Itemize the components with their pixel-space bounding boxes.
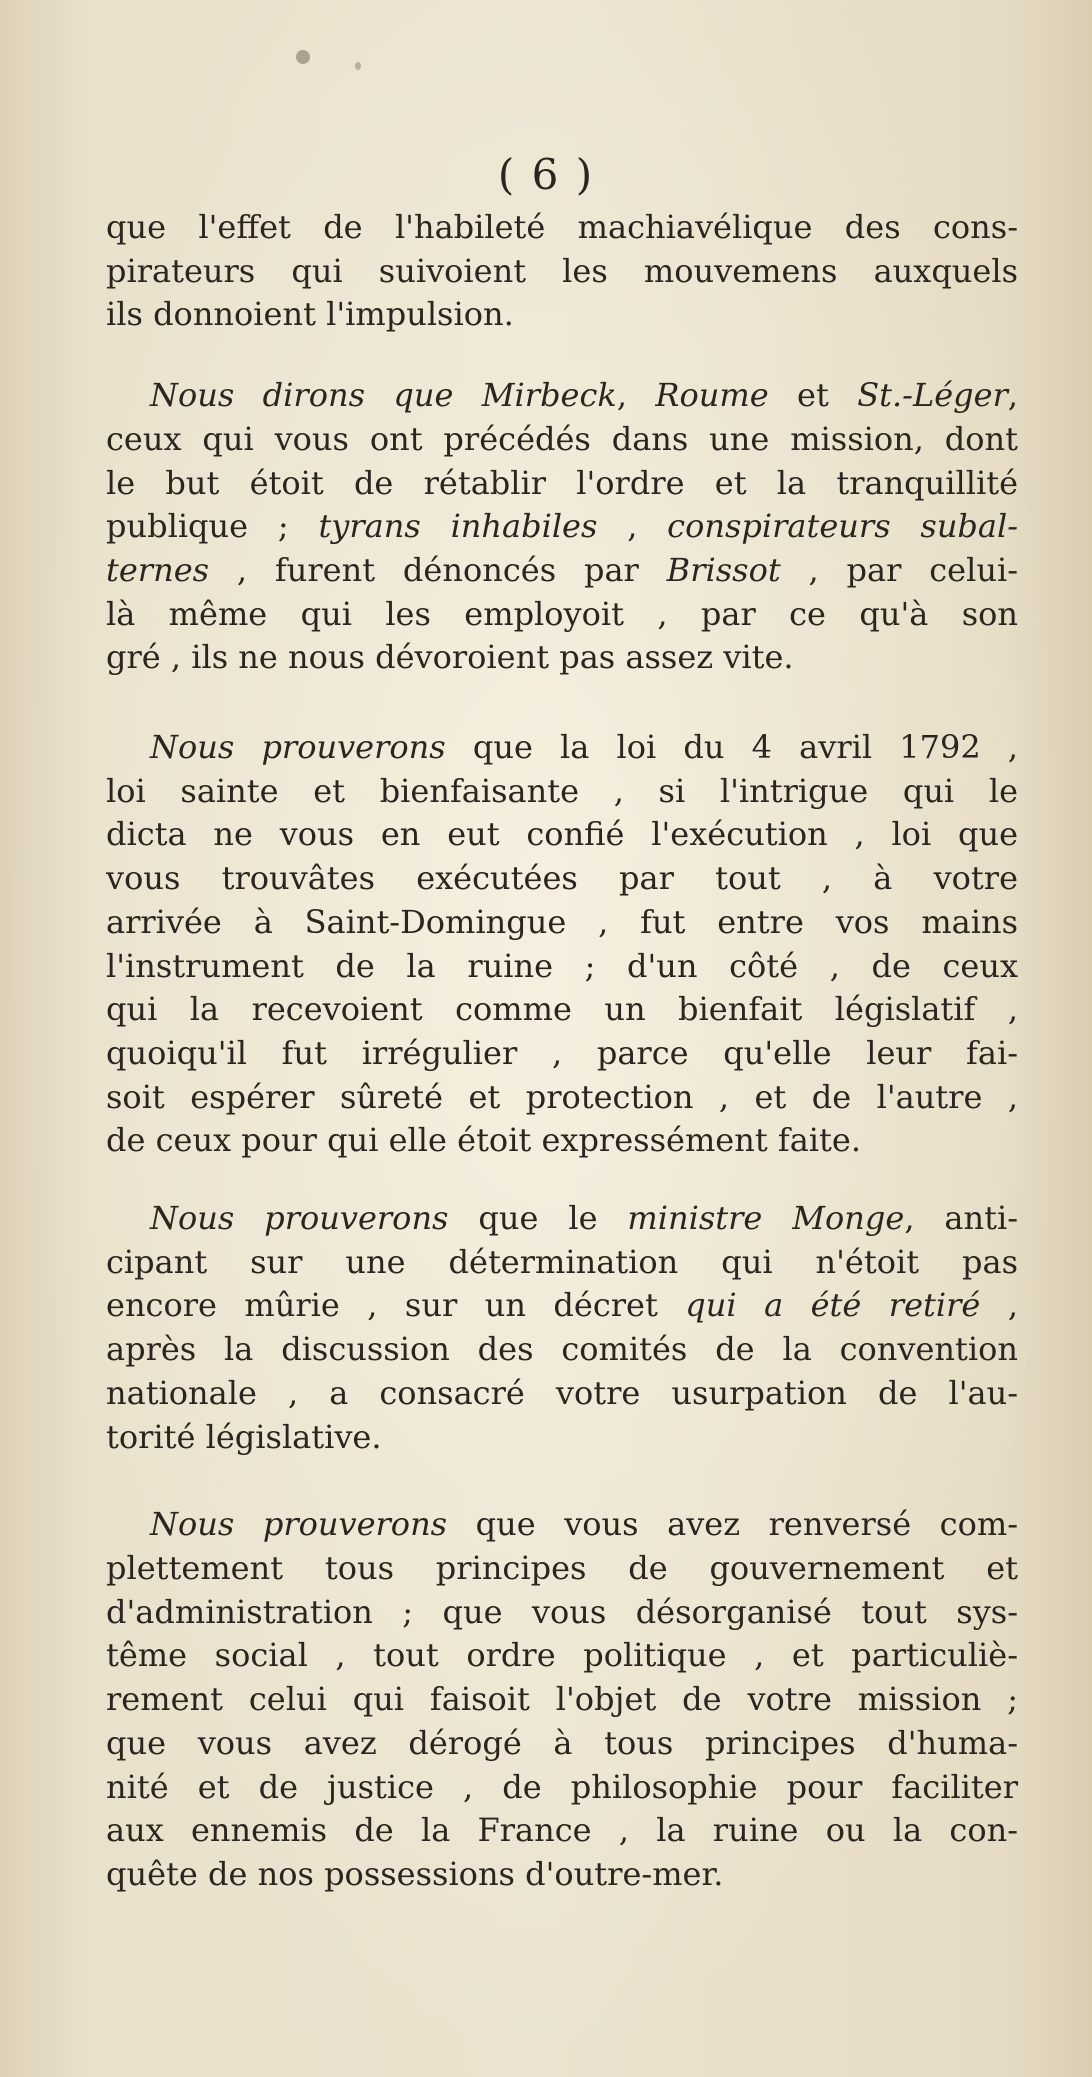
text-run: loi sainte et bienfaisante , si l'intrigue qui le — [106, 771, 1018, 810]
italic-run: tyrans inhabiles — [318, 507, 598, 546]
text-line — [106, 549, 1018, 593]
text-run: vous trouvâtes exécutées par tout , à votre — [106, 859, 1018, 898]
italic-run: Nous prouverons — [150, 1505, 448, 1544]
text-run: nationale , a consacré votre usurpation de l'au- — [106, 1373, 1018, 1412]
text-run: d'administration ; que vous désorganisé tout sys- — [106, 1592, 1018, 1631]
text-line — [106, 1119, 1018, 1163]
paragraph-4 — [106, 1197, 1018, 1459]
text-run: quoiqu'il fut irrégulier , parce qu'elle leur fai- — [106, 1033, 1018, 1072]
italic-run: ministre Monge — [627, 1199, 905, 1238]
text-run: après la discussion des comités de la convention — [106, 1330, 1018, 1369]
text-line — [106, 593, 1018, 637]
italic-run: Nous dirons que Mirbeck — [150, 376, 617, 415]
text-run: aux ennemis de la France , la ruine ou la con- — [106, 1811, 1018, 1850]
text-run: le but étoit de rétablir l'ordre et la tranquillité — [106, 463, 1018, 502]
page-number: ( 6 ) — [497, 150, 595, 199]
text-run: qui la recevoient comme un bienfait législatif , — [106, 990, 1018, 1029]
text-run: cipant sur une détermination qui n'étoit pas — [106, 1242, 1018, 1281]
paragraph-5 — [106, 1503, 1018, 1896]
italic-run: qui a été retiré — [685, 1286, 981, 1325]
text-line — [106, 1766, 1018, 1810]
text-run: tême social , tout ordre politique , et particuliè- — [106, 1636, 1018, 1675]
text-line — [106, 1197, 1018, 1241]
text-line — [106, 945, 1018, 989]
text-line — [106, 418, 1018, 462]
text-run: que la loi du 4 avril 1792 , — [445, 728, 1019, 767]
text-line — [106, 1284, 1018, 1328]
text-run: que vous avez renversé com- — [447, 1505, 1019, 1544]
text-line — [106, 1547, 1018, 1591]
text-line — [106, 726, 1018, 770]
text-run: pirateurs qui suivoient les mouvemens auxquels — [106, 251, 1018, 290]
text-line — [106, 1591, 1018, 1635]
text-run: que l'effet de l'habileté machiavélique des cons- — [106, 208, 1018, 246]
text-line — [106, 505, 1018, 549]
italic-run: Brissot — [666, 550, 781, 589]
text-line — [106, 250, 1018, 294]
text-run: l'instrument de la ruine ; d'un côté , de ceux — [106, 946, 1018, 985]
text-line — [106, 857, 1018, 901]
text-line — [106, 1634, 1018, 1678]
text-run: que le — [448, 1199, 628, 1238]
text-run: là même qui les employoit , par ce qu'à son — [106, 594, 1018, 633]
text-line — [106, 901, 1018, 945]
text-run: , par celui- — [780, 550, 1019, 589]
text-line — [106, 1416, 1018, 1460]
text-run: nité et de justice , de philosophie pour faciliter — [106, 1767, 1018, 1806]
text-run: ils donnoient l'impulsion. — [106, 295, 514, 334]
text-run: de ceux pour qui elle étoit expressément faite. — [106, 1121, 861, 1160]
text-line — [106, 813, 1018, 857]
text-run: , — [616, 376, 656, 415]
text-line — [106, 1241, 1018, 1285]
text-run: que vous avez dérogé à tous principes d'huma- — [106, 1723, 1018, 1762]
text-run: gré , ils ne nous dévoroient pas assez vite. — [106, 638, 794, 677]
text-line — [106, 770, 1018, 814]
text-run: arrivée à Saint-Domingue , fut entre vos mains — [106, 902, 1018, 941]
text-run: publique ; — [106, 507, 319, 546]
italic-run: St.-Léger — [857, 376, 1008, 415]
text-line — [106, 206, 1018, 250]
text-line — [106, 1678, 1018, 1722]
italic-run: ternes — [106, 550, 210, 589]
text-line — [106, 1076, 1018, 1120]
text-line — [106, 1853, 1018, 1897]
italic-run: Roume — [655, 376, 769, 415]
text-run: , furent dénoncés par — [209, 550, 667, 589]
text-run: soit espérer sûreté et protection , et de l'autre , — [106, 1077, 1018, 1116]
text-line — [106, 1722, 1018, 1766]
text-run: plettement tous principes de gouvernement et — [106, 1548, 1018, 1587]
text-line — [106, 1372, 1018, 1416]
text-line — [106, 1503, 1018, 1547]
text-run: encore mûrie , sur un décret — [106, 1286, 686, 1325]
text-run: , — [980, 1286, 1019, 1325]
text-line — [106, 1328, 1018, 1372]
paragraph-2 — [106, 374, 1018, 680]
text-line — [106, 462, 1018, 506]
paragraph-3 — [106, 726, 1018, 1163]
text-run: quête de nos possessions d'outre-mer. — [106, 1854, 724, 1893]
text-run: et — [768, 376, 858, 415]
text-line — [106, 1809, 1018, 1853]
text-run: torité législative. — [106, 1417, 382, 1456]
italic-run: Nous prouverons — [150, 728, 446, 767]
text-line — [106, 636, 1018, 680]
text-run: , — [597, 507, 668, 546]
text-run: , — [1007, 376, 1019, 415]
text-line — [106, 374, 1018, 418]
text-run: , anti- — [904, 1199, 1019, 1238]
text-body — [106, 206, 1018, 1897]
text-run: rement celui qui faisoit l'objet de votre mission ; — [106, 1680, 1018, 1719]
italic-run: Nous prouverons — [150, 1199, 449, 1238]
text-line — [106, 293, 1018, 337]
text-line — [106, 988, 1018, 1032]
text-line — [106, 1032, 1018, 1076]
paragraph-1 — [106, 206, 1018, 337]
italic-run: conspirateurs subal- — [667, 507, 1019, 546]
text-run: dicta ne vous en eut confié l'exécution , loi que — [106, 815, 1018, 854]
ink-speck — [296, 50, 310, 64]
text-run: ceux qui vous ont précédés dans une mission, dont — [106, 419, 1018, 458]
ink-speck — [355, 62, 361, 70]
